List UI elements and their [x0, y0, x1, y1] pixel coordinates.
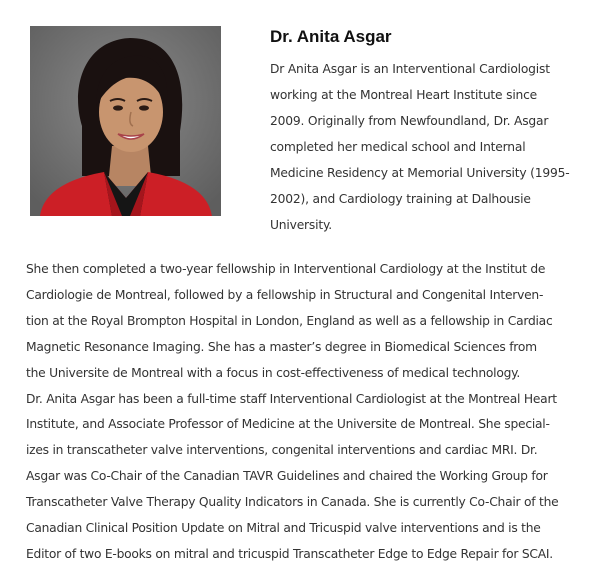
bio-intro-line: Dr Anita Asgar is an Interventional Cardiologist	[270, 62, 550, 76]
bio-body-line: Canadian Clinical Position Update on Mitral and Tricuspid valve interventions and is the	[26, 521, 541, 536]
bio-body-line: Transcatheter Valve Therapy Quality Indicators in Canada. She is currently Co-Chair of the	[26, 495, 559, 510]
bio-intro-line: 2009. Originally from Newfoundland, Dr. Asgar	[270, 114, 549, 128]
bio-intro-line: Medicine Residency at Memorial University (1995-	[270, 166, 570, 180]
bio-intro-line: 2002), and Cardiology training at Dalhousie	[270, 192, 531, 206]
person-name: Dr. Anita Asgar	[270, 27, 392, 46]
bio-body-line: Asgar was Co-Chair of the Canadian TAVR Guidelines and chaired the Working Group for	[26, 469, 548, 484]
bio-body-line: Editor of two E-books on mitral and tricuspid Transcatheter Edge to Edge Repair for SCAI.	[26, 546, 553, 561]
bio-body-line: Magnetic Resonance Imaging. She has a master’s degree in Biomedical Sciences from	[26, 339, 537, 354]
bio-body-line: She then completed a two-year fellowship in Interventional Cardiology at the Institut de	[26, 262, 546, 276]
bio-body-line: Dr. Anita Asgar has been a full-time staff Interventional Cardiologist at the Montreal Heart	[26, 391, 557, 406]
bio-body-line: izes in transcatheter valve interventions, congenital interventions and cardiac MRI. Dr.	[26, 443, 538, 458]
bio-body-line: the Universite de Montreal with a focus in cost-effectiveness of medical technology.	[26, 365, 521, 380]
bio-body	[26, 257, 586, 568]
bio-intro-line: University.	[270, 218, 332, 232]
profile-photo	[30, 26, 221, 216]
portrait-illustration	[30, 26, 221, 216]
bio-body-line: Institute, and Associate Professor of Medicine at the Universite de Montreal. She special-	[26, 417, 550, 432]
bio-intro	[270, 56, 582, 238]
bio-body-line: tion at the Royal Brompton Hospital in London, England as well as a fellowship in Cardiac	[26, 313, 553, 328]
bio-body-line: Cardiologie de Montreal, followed by a fellowship in Structural and Congenital Interven-	[26, 287, 544, 302]
bio-intro-line: completed her medical school and Internal	[270, 140, 526, 154]
bio-intro-line: working at the Montreal Heart Institute since	[270, 88, 538, 102]
